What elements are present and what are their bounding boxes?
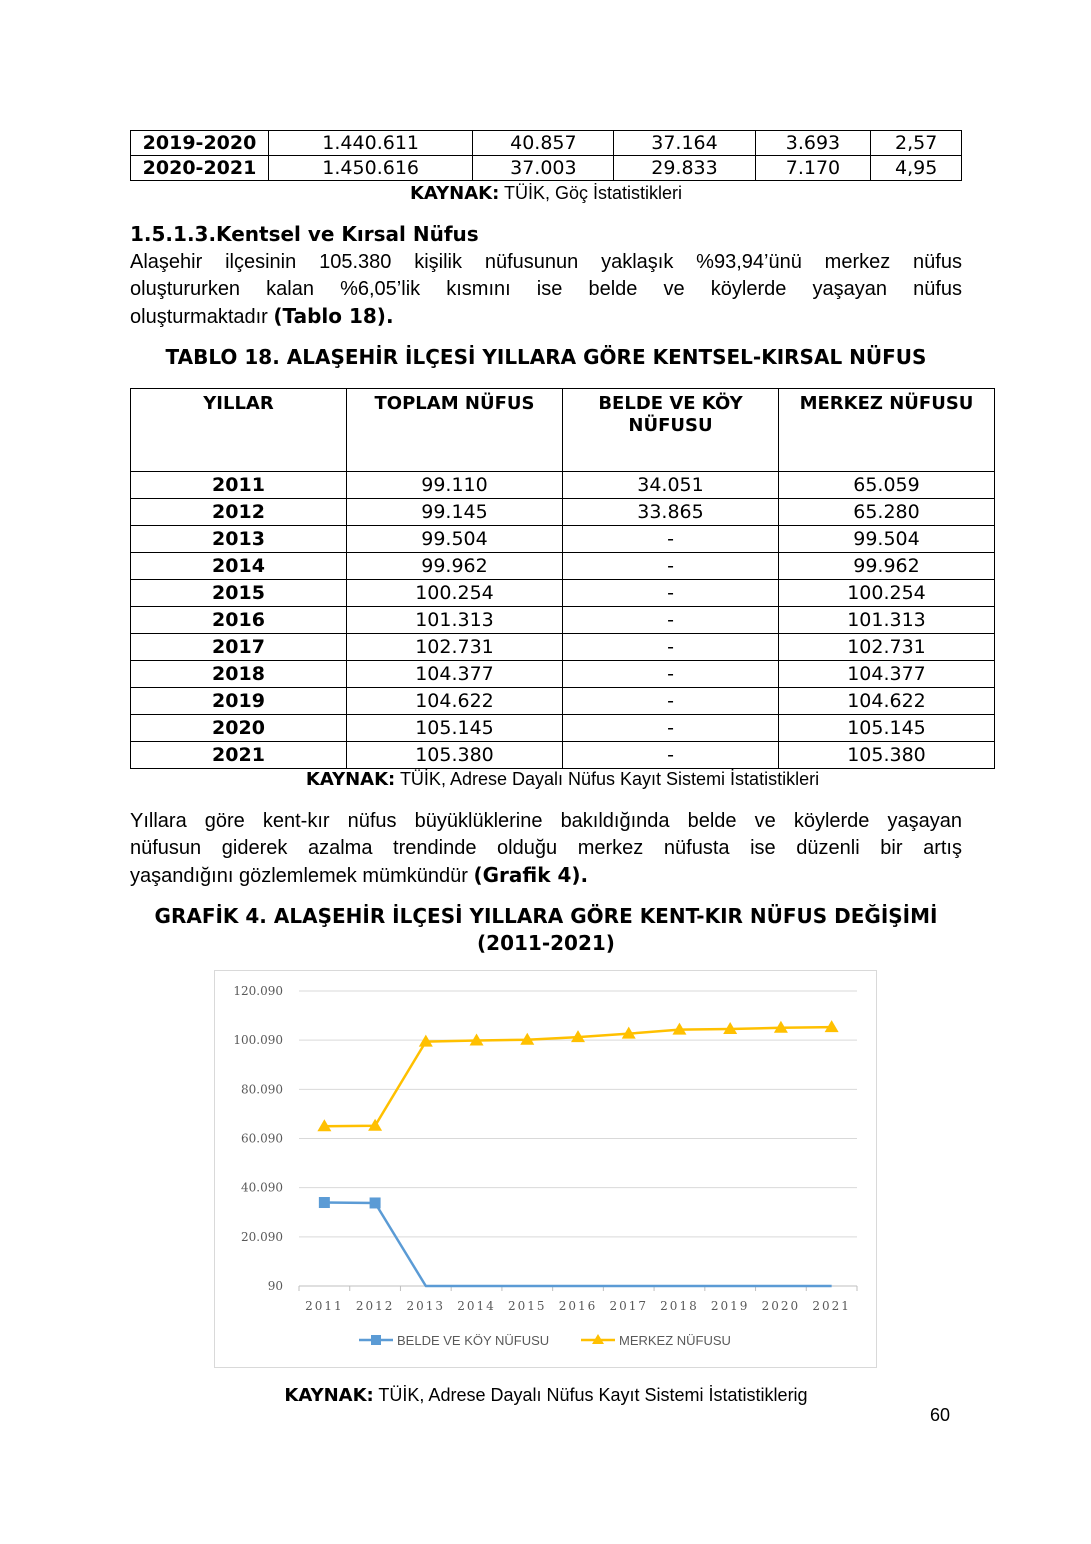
paragraph-line <box>130 862 962 890</box>
table-cell: 2012 <box>131 499 347 526</box>
table-cell: 100.254 <box>347 580 563 607</box>
source-text: TÜİK, Adrese Dayalı Nüfus Kayıt Sistemi İstatistikleri <box>395 769 820 789</box>
table-cell: 1.440.611 <box>269 131 473 156</box>
source-label: KAYNAK: <box>284 1385 374 1406</box>
y-tick-label: 90 <box>267 1279 283 1293</box>
page-number: 60 <box>930 1405 951 1425</box>
x-tick-label: 2020 <box>761 1299 801 1313</box>
x-tick-label: 2021 <box>812 1299 851 1313</box>
table-cell: 99.110 <box>347 472 563 499</box>
population-table <box>130 388 995 769</box>
trend-paragraph <box>130 808 962 890</box>
data-point <box>370 1197 381 1208</box>
table-row <box>131 661 995 688</box>
table-cell: 104.622 <box>347 688 563 715</box>
table-cell: 2019-2020 <box>131 131 269 156</box>
table-cell: 105.145 <box>347 715 563 742</box>
chart-reference: (Grafik 4). <box>473 863 589 887</box>
table-cell: - <box>563 634 779 661</box>
table-row <box>131 688 995 715</box>
table-cell: 2019 <box>131 688 347 715</box>
source-text: TÜİK, Göç İstatistikleri <box>499 183 683 203</box>
table-cell: 105.380 <box>779 742 995 769</box>
table-cell: - <box>563 688 779 715</box>
table-cell: 37.164 <box>614 131 755 156</box>
table-cell: - <box>563 526 779 553</box>
table-cell: 102.731 <box>347 634 563 661</box>
x-tick-label: 2018 <box>660 1299 699 1313</box>
table18-source <box>130 769 995 790</box>
table-cell: 104.377 <box>347 661 563 688</box>
table-cell: 40.857 <box>473 131 614 156</box>
table-cell: 2020 <box>131 715 347 742</box>
y-tick-label: 100.090 <box>233 1033 283 1048</box>
table-cell: 1.450.616 <box>269 156 473 181</box>
migration-table <box>130 130 962 181</box>
x-tick-label: 2012 <box>355 1299 395 1313</box>
chart-caption <box>130 903 962 957</box>
table-cell: 4,95 <box>871 156 962 181</box>
table-row <box>131 742 995 769</box>
x-tick-label: 2017 <box>609 1299 649 1313</box>
table-cell: 104.377 <box>779 661 995 688</box>
table-cell: 99.962 <box>779 553 995 580</box>
source-text: TÜİK, Adrese Dayalı Nüfus Kayıt Sistemi İstatistiklerig <box>373 1385 808 1405</box>
table-row <box>131 131 962 156</box>
table-cell: 65.280 <box>779 499 995 526</box>
table-row <box>131 526 995 553</box>
chart-source <box>130 1385 962 1406</box>
table18-caption: TABLO 18. ALAŞEHİR İLÇESİ YILLARA GÖRE KENTSEL-KIRSAL NÜFUS <box>165 345 927 369</box>
table-cell: 2014 <box>131 553 347 580</box>
column-header: YILLAR <box>131 389 347 472</box>
paragraph-line: oluştururken kalan %6,05’lik kısmını ise belde ve köylerde yaşayan nüfus <box>130 278 962 300</box>
column-header: TOPLAM NÜFUS <box>347 389 563 472</box>
table-row <box>131 715 995 742</box>
table-cell: - <box>563 742 779 769</box>
table-cell: 29.833 <box>614 156 755 181</box>
table-cell: 104.622 <box>779 688 995 715</box>
table-cell: 7.170 <box>755 156 871 181</box>
table-cell: - <box>563 553 779 580</box>
table-cell: 2021 <box>131 742 347 769</box>
paragraph-line: Yıllara göre kent-kır nüfus büyüklüklerine bakıldığında belde ve köylerde yaşayan <box>130 810 962 832</box>
y-tick-label: 120.090 <box>233 984 283 998</box>
table-cell: 105.145 <box>779 715 995 742</box>
table-cell: 101.313 <box>347 607 563 634</box>
table-cell: - <box>563 607 779 634</box>
table-row <box>131 499 995 526</box>
table-cell: 3.693 <box>755 131 871 156</box>
table-cell: 101.313 <box>779 607 995 634</box>
legend-marker <box>371 1335 381 1345</box>
table-cell: 33.865 <box>563 499 779 526</box>
y-tick-label: 20.090 <box>241 1229 283 1244</box>
table-cell: 99.962 <box>347 553 563 580</box>
data-point <box>319 1197 330 1208</box>
table-cell: 99.145 <box>347 499 563 526</box>
table-cell: - <box>563 661 779 688</box>
y-tick-label: 60.090 <box>241 1131 283 1146</box>
table-row <box>131 607 995 634</box>
table-cell: 2020-2021 <box>131 156 269 181</box>
table-cell: 2015 <box>131 580 347 607</box>
y-tick-label: 80.090 <box>241 1082 283 1097</box>
table-cell: 102.731 <box>779 634 995 661</box>
table-row <box>131 156 962 181</box>
table-cell: 2016 <box>131 607 347 634</box>
paragraph-line <box>130 303 962 331</box>
table-cell: 2,57 <box>871 131 962 156</box>
chart-container <box>214 970 877 1368</box>
paragraph-line-text: yaşandığını gözlemlemek mümkündür <box>130 865 474 887</box>
x-tick-label: 2015 <box>507 1299 547 1313</box>
table-header-row <box>131 389 995 472</box>
table-cell: 2017 <box>131 634 347 661</box>
source-label: KAYNAK: <box>305 769 396 790</box>
table17-source <box>130 183 962 204</box>
population-table-body <box>131 472 995 769</box>
table-cell: 65.059 <box>779 472 995 499</box>
table-row <box>131 553 995 580</box>
table-cell: 99.504 <box>347 526 563 553</box>
table-reference: (Tablo 18). <box>273 304 394 328</box>
table-row <box>131 580 995 607</box>
paragraph-line-text: oluşturmaktadır <box>130 306 274 328</box>
series-line-rural <box>324 1203 831 1286</box>
line-chart <box>215 971 876 1367</box>
table-cell: - <box>563 580 779 607</box>
section-heading: 1.5.1.3.Kentsel ve Kırsal Nüfus <box>130 222 479 246</box>
table-cell: 100.254 <box>779 580 995 607</box>
chart-caption-line: (2011-2021) <box>477 931 615 955</box>
x-tick-label: 2013 <box>406 1299 446 1313</box>
section-paragraph <box>130 249 962 331</box>
legend-label: BELDE VE KÖY NÜFUSU <box>397 1333 550 1348</box>
table-cell: 99.504 <box>779 526 995 553</box>
column-header: BELDE VE KÖY NÜFUSU <box>563 389 779 472</box>
source-label: KAYNAK: <box>409 183 500 204</box>
column-header: MERKEZ NÜFUSU <box>779 389 995 472</box>
table-cell: 2011 <box>131 472 347 499</box>
x-tick-label: 2011 <box>305 1299 344 1313</box>
table-cell: 37.003 <box>473 156 614 181</box>
table-cell: - <box>563 715 779 742</box>
table-cell: 105.380 <box>347 742 563 769</box>
table-row <box>131 472 995 499</box>
chart-caption-line: GRAFİK 4. ALAŞEHİR İLÇESİ YILLARA GÖRE KENT-KIR NÜFUS DEĞİŞİMİ <box>154 904 938 928</box>
y-tick-label: 40.090 <box>241 1180 283 1195</box>
table-cell: 2013 <box>131 526 347 553</box>
paragraph-line: nüfusun giderek azalma trendinde olduğu merkez nüfusta ise düzenli bir artış <box>130 837 962 859</box>
table-cell: 2018 <box>131 661 347 688</box>
legend-label: MERKEZ NÜFUSU <box>619 1333 731 1348</box>
x-tick-label: 2016 <box>558 1299 598 1313</box>
x-tick-label: 2019 <box>710 1299 750 1313</box>
table-row <box>131 634 995 661</box>
paragraph-line: Alaşehir ilçesinin 105.380 kişilik nüfusunun yaklaşık %93,94’ünü merkez nüfus <box>130 251 962 273</box>
table-cell: 34.051 <box>563 472 779 499</box>
x-tick-label: 2014 <box>457 1299 496 1313</box>
